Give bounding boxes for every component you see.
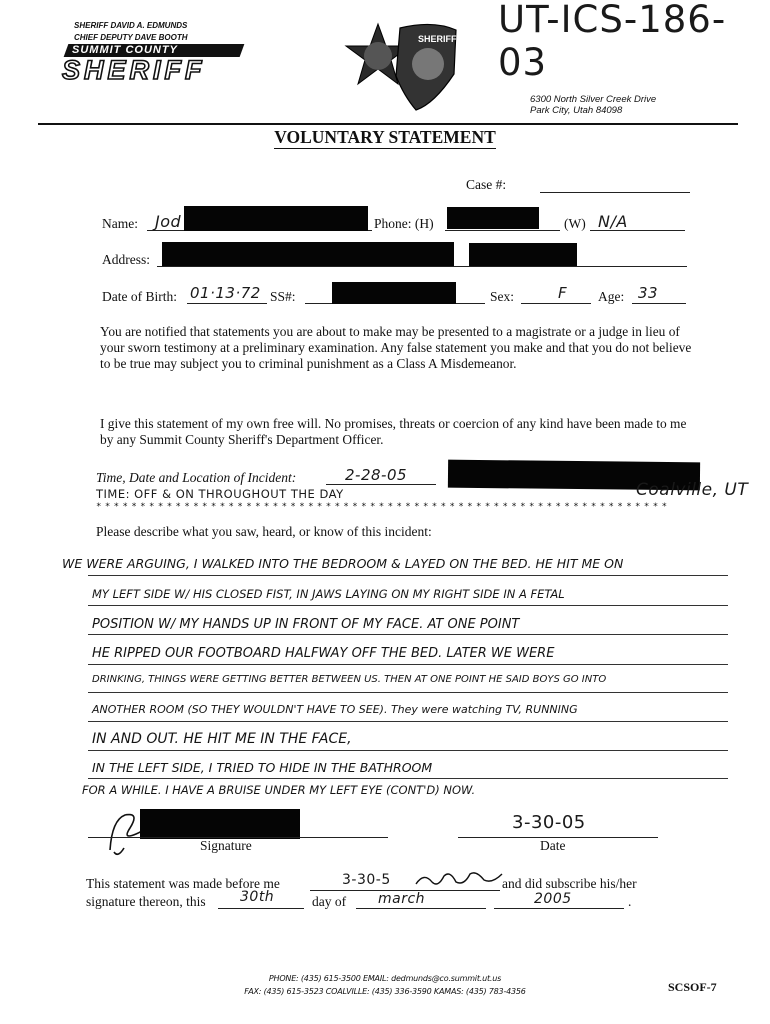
redaction-phone	[447, 207, 539, 229]
redaction-address	[162, 242, 454, 266]
footer-contact-2: FAX: (435) 615-3523 COALVILLE: (435) 336-3590 KAMAS: (435) 783-4356	[244, 987, 526, 996]
age-label: Age:	[598, 289, 625, 304]
attest-day: 30th	[240, 889, 275, 905]
case-label: Case #:	[466, 177, 507, 192]
svg-text:SHERIFF: SHERIFF	[418, 34, 457, 44]
office-address-line1: 6300 North Silver Creek Drive	[530, 94, 657, 105]
redaction-ssn	[332, 282, 456, 304]
incident-time: TIME: OFF & ON THROUGHOUT THE DAY	[96, 487, 344, 501]
attest-year-field[interactable]	[494, 908, 624, 909]
signed-date: 3-30-05	[512, 812, 586, 833]
case-field[interactable]	[540, 192, 690, 193]
statement-line: IN AND OUT. HE HIT ME IN THE FACE,	[92, 731, 352, 747]
attest-period: .	[628, 894, 632, 909]
phone-home-label: Phone: (H)	[374, 216, 434, 231]
address-field[interactable]	[157, 266, 687, 267]
statement-line: DRINKING, THINGS WERE GETTING BETTER BETWEEN US. THEN AT ONE POINT HE SAID BOYS GO INTO	[92, 674, 607, 685]
attest-day-field[interactable]	[218, 908, 304, 909]
sheriff-name: SHERIFF DAVID A. EDMUNDS	[74, 21, 188, 30]
form-title: VOLUNTARY STATEMENT	[274, 127, 496, 147]
attest-month-field[interactable]	[356, 908, 486, 909]
free-will-statement: I give this statement of my own free will. No promises, threats or coercion of any kind have been made to me by any Summit County Sheriff's Department Officer.	[100, 416, 687, 447]
statement-line: FOR A WHILE. I HAVE A BRUISE UNDER MY LEFT EYE (CONT'D) NOW.	[82, 783, 476, 797]
phone-work-label: (W)	[564, 216, 586, 231]
signature-label: Signature	[200, 838, 252, 853]
redaction-address-2	[469, 243, 577, 266]
address-label: Address:	[102, 252, 150, 267]
redaction-signature	[140, 809, 300, 839]
office-address-line2: Park City, Utah 84098	[530, 105, 623, 116]
statement-line: MY LEFT SIDE W/ HIS CLOSED FIST, IN JAWS LAYING ON MY RIGHT SIDE IN A FETAL	[92, 587, 565, 601]
legal-notice: You are notified that statements you are about to make may be presented to a magistrate or a judge in lieu of your sworn testimony at a preliminary examination. Any false statement you make and that you do not believe to be true may subject you to criminal punishment as a Class A Misdemeanor.	[100, 324, 692, 371]
redaction-name	[184, 206, 368, 231]
age-field[interactable]	[632, 303, 686, 304]
header-rule	[38, 123, 738, 125]
attest-text-3: signature thereon, this	[86, 894, 206, 909]
sheriff-badge-icon	[338, 16, 468, 116]
statement-line: ANOTHER ROOM (SO THEY WOULDN'T HAVE TO SEE). They were watching TV, RUNNING	[92, 703, 578, 716]
chief-deputy: CHIEF DEPUTY DAVE BOOTH	[74, 33, 188, 42]
statement-line: IN THE LEFT SIDE, I TRIED TO HIDE IN THE BATHROOM	[92, 760, 433, 775]
statement-line: HE RIPPED OUR FOOTBOARD HALFWAY OFF THE BED. LATER WE WERE	[92, 646, 555, 661]
attest-date: 3-30-5	[342, 872, 391, 888]
dob-label: Date of Birth:	[102, 289, 177, 304]
footer-contact-1: PHONE: (435) 615-3500 EMAIL: dedmunds@co.summit.ut.us	[268, 974, 502, 983]
sex-label: Sex:	[490, 289, 515, 304]
attest-year: 2005	[534, 891, 572, 907]
sex-value: F	[558, 284, 568, 302]
attest-text-4: day of	[312, 894, 347, 909]
describe-prompt: Please describe what you saw, heard, or know of this incident:	[96, 524, 432, 539]
name-label: Name:	[102, 216, 138, 231]
incident-location: Coalville, UT	[636, 480, 749, 500]
dob-value: 01·13·72	[190, 284, 261, 302]
age-value: 33	[638, 284, 659, 302]
statement-line: WE WERE ARGUING, I WALKED INTO THE BEDROOM & LAYED ON THE BED. HE HIT ME ON	[62, 556, 624, 571]
sheriff-wordmark: SHERIFF	[62, 55, 206, 85]
dob-field[interactable]	[187, 303, 267, 304]
incident-date-field[interactable]	[326, 484, 436, 485]
star-separator: * * * * * * * * * * * * * * * * * * * * * * * * * * * * * * * * * * * * * * * * * * * * * * * * * * * * * * * * * * * * * * * * *	[96, 502, 666, 512]
sex-field[interactable]	[521, 303, 591, 304]
attest-text-2: and did subscribe his/her	[502, 876, 637, 891]
county-name: SUMMIT COUNTY	[72, 44, 178, 56]
attest-text-1: This statement was made before me	[86, 876, 280, 891]
name-value: Jod	[155, 212, 182, 231]
incident-date: 2-28-05	[345, 466, 408, 484]
ssn-label: SS#:	[270, 289, 296, 304]
officer-signature-icon	[414, 868, 504, 890]
attest-month: march	[378, 891, 426, 907]
phone-home-field[interactable]	[445, 230, 560, 231]
phone-work-value: N/A	[598, 212, 628, 231]
incident-label: Time, Date and Location of Incident:	[96, 470, 297, 485]
case-number-stamp: UT-ICS-186-03	[498, 0, 727, 84]
statement-line: POSITION W/ MY HANDS UP IN FRONT OF MY FACE. AT ONE POINT	[92, 617, 520, 632]
date-label: Date	[540, 838, 566, 853]
form-code: SCSOF-7	[668, 980, 717, 994]
